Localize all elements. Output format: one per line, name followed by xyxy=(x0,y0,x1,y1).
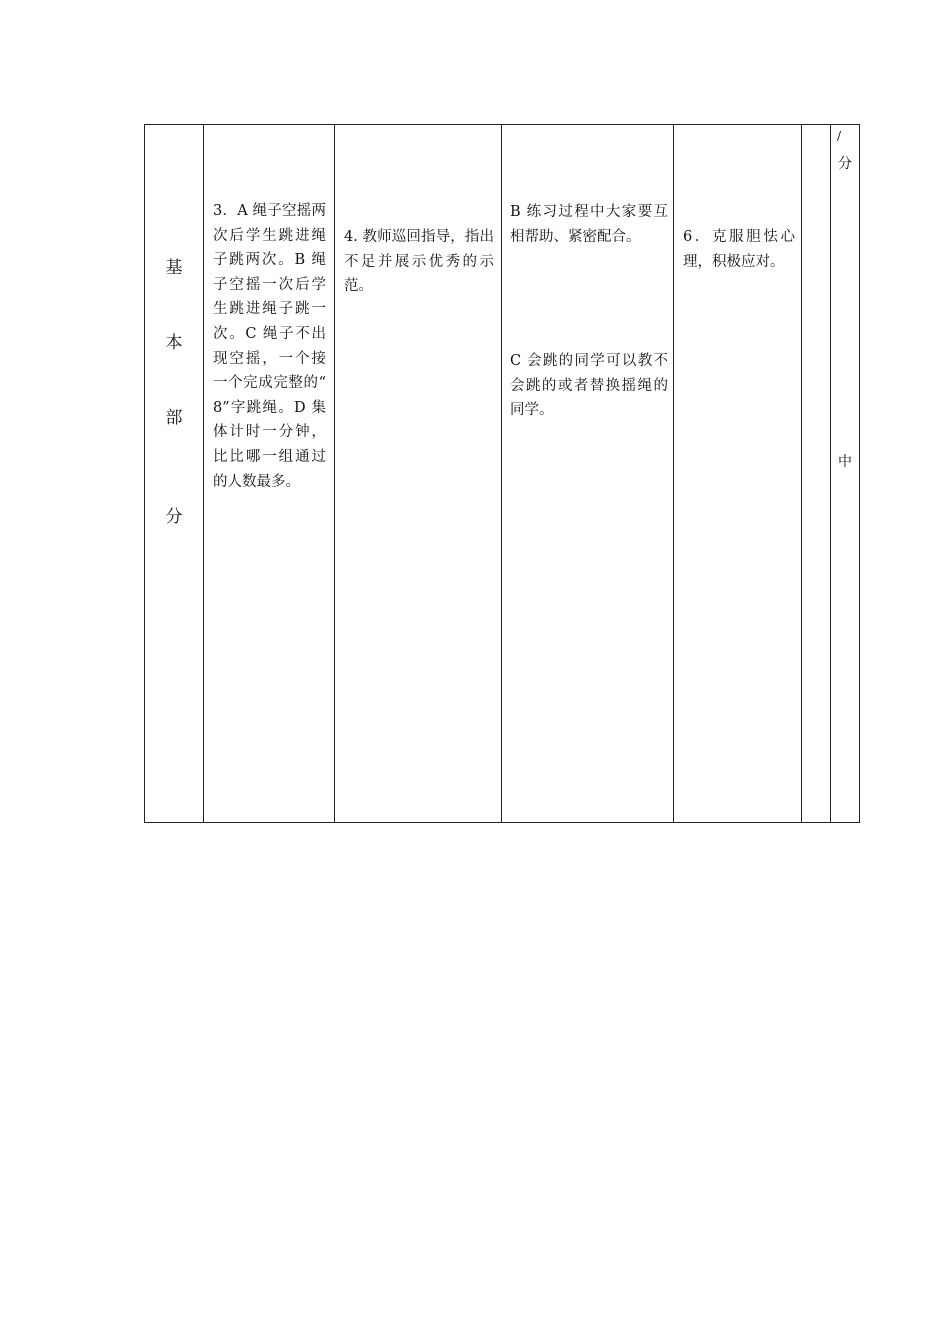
practice-content-text: 3．A 绳子空摇两次后学生跳进绳子跳两次。B 绳子空摇一次后学生跳进绳子跳一次。C 绳子不出现空摇，一个接一个完成完整的“ 8”字跳绳。D 集体计时一分钟，比比哪一组通过的人数最多。 xyxy=(213,203,326,490)
section-char: 基 xyxy=(165,258,183,278)
student-activity-cell xyxy=(501,125,674,822)
teacher-activity-text: 4. 教师巡回指导，指出不足并展示优秀的示范。 xyxy=(344,229,494,295)
slash-mark: / xyxy=(836,129,842,143)
unit-char: 分 xyxy=(838,156,852,172)
section-char: 分 xyxy=(165,507,183,527)
student-activity-text-b: B 练习过程中大家要互相帮助、紧密配合。 xyxy=(510,204,668,245)
section-char: 部 xyxy=(165,408,183,428)
objective-text: 6．克服胆怯心理，积极应对。 xyxy=(683,229,795,270)
section-char: 本 xyxy=(165,333,183,353)
intensity-char: 中 xyxy=(838,454,852,470)
empty-cell xyxy=(801,125,831,822)
intensity-cell xyxy=(830,125,860,822)
student-activity-text-c: C 会跳的同学可以教不会跳的或者替换摇绳的同学。 xyxy=(510,353,668,419)
practice-content-cell xyxy=(203,125,335,822)
teacher-activity-cell xyxy=(334,125,502,822)
objective-cell xyxy=(673,125,802,822)
lesson-plan-table xyxy=(144,124,860,823)
